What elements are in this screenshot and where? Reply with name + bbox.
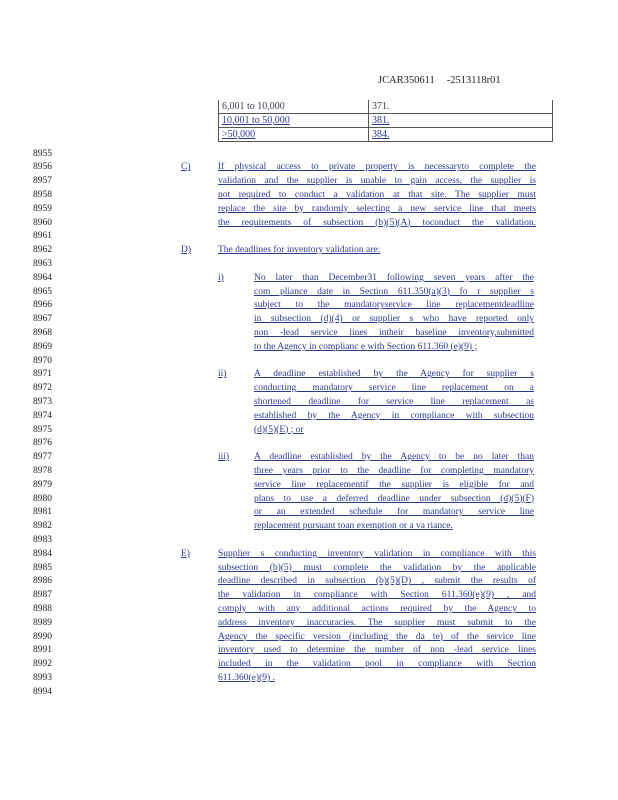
table-cell: 6,001 to 10,000 [219, 100, 369, 114]
text-line: the requirements of subsection (b)(5)(A) toconduct the validation. [218, 217, 536, 228]
text-line: subsection (b)(5) must complete the validation by the applicable [218, 562, 536, 573]
text-line: not required to conduct a validation at that site. The supplier must [218, 189, 536, 200]
line-number: 8956 [33, 162, 52, 173]
line-number: 8977 [33, 452, 52, 463]
line-number: 8960 [33, 217, 52, 228]
text-line: (d)(5)(E) ; or [254, 424, 304, 435]
text-line: the validation in compliance with Section 611.360(e)(9) , and [218, 590, 536, 601]
text-line: address inventory inaccuracies. The supplier must submit to the [218, 617, 536, 628]
table-cell: >50,000 [219, 128, 369, 142]
text-line: replacement pursuant toan exemption or a va riance. [254, 521, 453, 532]
line-number: 8973 [33, 396, 52, 407]
text-line: in subsection (d)(4) or supplier s who have reported only [254, 314, 534, 325]
text-line: shortened deadline for service line replacement as [254, 396, 534, 407]
line-number: 8990 [33, 631, 52, 642]
text-line: comply with any additional actions required by the Agency to [218, 603, 536, 614]
text-line: replace the site by randomly selecting a new service line that meets [218, 203, 536, 214]
line-number: 8962 [33, 245, 52, 256]
line-number: 8992 [33, 659, 52, 670]
amount-table [218, 100, 553, 142]
line-number: 8982 [33, 521, 52, 532]
table-cell: 384. [369, 128, 553, 142]
text-line: established by the Agency in compliance with subsection [254, 410, 534, 421]
line-number: 8957 [33, 176, 52, 187]
line-number: 8980 [33, 493, 52, 504]
line-number: 8971 [33, 369, 52, 380]
line-number: 8988 [33, 603, 52, 614]
line-number: 8970 [33, 355, 52, 366]
section-marker: D) [181, 245, 192, 256]
line-number: 8968 [33, 327, 52, 338]
table-cell: 381. [369, 114, 553, 128]
line-number: 8967 [33, 314, 52, 325]
line-number: 8994 [33, 686, 52, 697]
line-number: 8976 [33, 438, 52, 449]
line-number: 8984 [33, 548, 52, 559]
line-number: 8991 [33, 645, 52, 656]
line-number: 8955 [33, 148, 52, 159]
line-number: 8979 [33, 479, 52, 490]
line-number: 8975 [33, 424, 52, 435]
line-number: 8985 [33, 562, 52, 573]
line-number: 8964 [33, 272, 52, 283]
text-line: non -lead service lines intheir baseline inventory,submitted [254, 327, 534, 338]
table-row [219, 128, 553, 142]
section-marker: i) [218, 272, 224, 283]
text-line: conducting mandatory service line replacement on a [254, 383, 534, 394]
text-line: service line replacementif the supplier is eligible for and [254, 479, 534, 490]
line-number: 8966 [33, 300, 52, 311]
text-line: Supplier s conducting inventory validation in compliance with this [218, 548, 536, 559]
text-line: to the Agency in complianc e with Section 611.360 (e)(9) ; [254, 341, 478, 352]
text-line: If physical access to private property is necessaryto complete the [218, 162, 536, 173]
text-line: validation and the supplier is unable to gain access, the supplier is [218, 176, 536, 187]
text-line: Agency the specific version (including the da te) of the service line [218, 631, 536, 642]
table-cell: 10,001 to 50,000 [219, 114, 369, 128]
section-marker: E) [181, 548, 190, 559]
table-row [219, 100, 553, 114]
line-number: 8987 [33, 590, 52, 601]
text-line: three years prior to the deadline for completing mandatory [254, 465, 534, 476]
section-intro: The deadlines for inventory validation are: [218, 245, 381, 256]
text-line: deadline described in subsection (b)(5)(D) , submit the results of [218, 576, 536, 587]
line-number: 8989 [33, 617, 52, 628]
text-line: subject to the mandatoryservice line replacementdeadline [254, 300, 534, 311]
line-number: 8965 [33, 286, 52, 297]
line-number: 8986 [33, 576, 52, 587]
table-cell: 371. [369, 100, 553, 114]
line-number: 8958 [33, 189, 52, 200]
line-number: 8969 [33, 341, 52, 352]
line-number: 8993 [33, 672, 52, 683]
line-number: 8959 [33, 203, 52, 214]
document-number: -2513118r01 [446, 75, 501, 86]
line-number: 8961 [33, 231, 52, 242]
text-line: included in the validation pool in compliance with Section [218, 659, 536, 670]
text-line: com pliance date in Section 611.350(a)(3) fo r supplier s [254, 286, 534, 297]
text-line: plans to use a deferred deadline under subsection (d)(5)(F) [254, 493, 534, 504]
table-row [219, 114, 553, 128]
text-line: 611.360(e)(9) . [218, 672, 275, 683]
text-line: inventory used to determine the number of non -lead service lines [218, 645, 536, 656]
line-number: 8963 [33, 258, 52, 269]
text-line: No later than December31 following seven years after the [254, 272, 534, 283]
section-marker: ii) [218, 369, 227, 380]
line-number: 8972 [33, 383, 52, 394]
line-number: 8981 [33, 507, 52, 518]
section-marker: C) [181, 162, 191, 173]
text-line: A deadline established by the Agency to be no later than [254, 452, 534, 463]
section-marker: iii) [218, 452, 230, 463]
line-number: 8983 [33, 534, 52, 545]
line-number: 8974 [33, 410, 52, 421]
document-id: JCAR350611 [378, 75, 435, 86]
page-header [378, 75, 501, 86]
text-line: A deadline established by the Agency for supplier s [254, 369, 534, 380]
line-number: 8978 [33, 465, 52, 476]
text-line: or an extended schedule for mandatory service line [254, 507, 534, 518]
